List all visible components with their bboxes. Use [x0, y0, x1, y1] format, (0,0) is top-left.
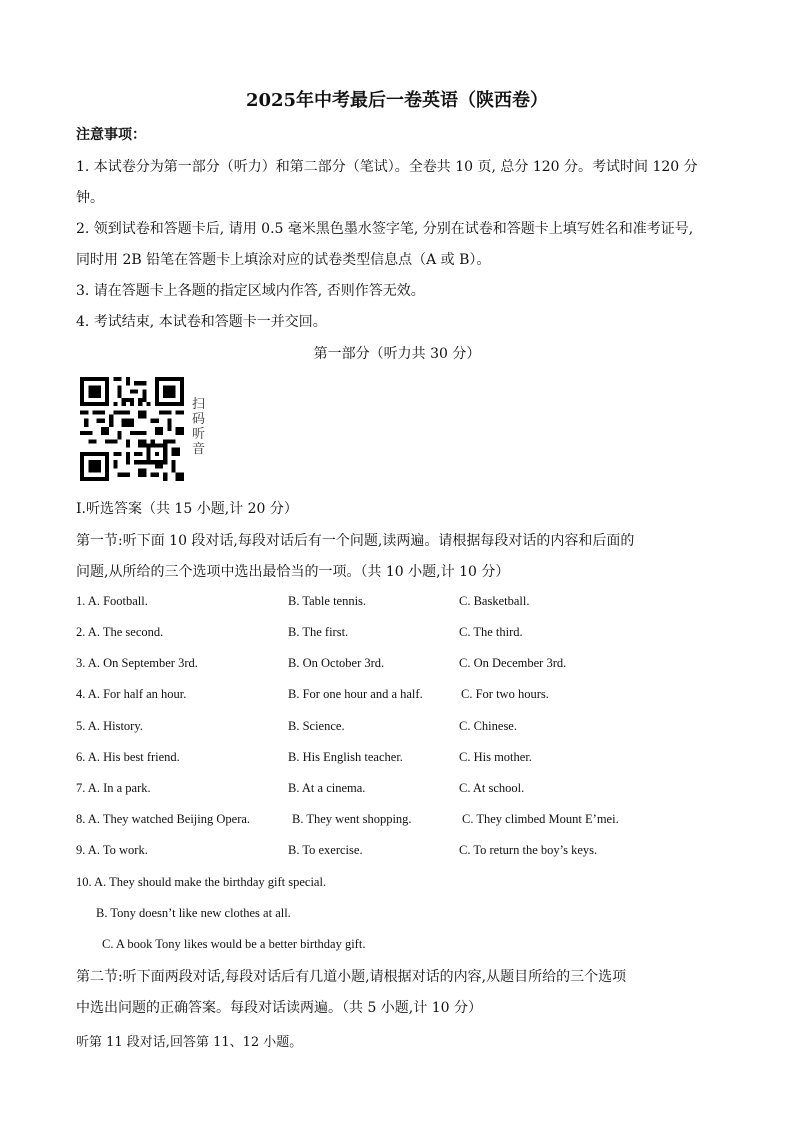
q6-option-c[interactable]: C. His mother. [459, 750, 532, 764]
q1-option-a[interactable]: 1. A. Football. [76, 594, 148, 608]
q6-option-b[interactable]: B. His English teacher. [288, 750, 403, 764]
notice-heading: 注意事项： [76, 127, 146, 143]
q7-option-a[interactable]: 7. A. In a park. [76, 781, 151, 795]
q3-option-b[interactable]: B. On October 3rd. [288, 656, 385, 670]
section1-intro: 问题,从所给的三个选项中选出最恰当的一项。（共 10 小题,计 10 分） [76, 564, 510, 580]
section1-heading: I.听选答案（共 15 小题,计 20 分） [76, 501, 298, 517]
q4-option-b[interactable]: B. For one hour and a half. [288, 687, 423, 701]
q8-option-a[interactable]: 8. A. They watched Beijing Opera. [76, 812, 251, 826]
q1-option-c[interactable]: C. Basketball. [459, 594, 530, 608]
notice-item: 钟。 [76, 190, 104, 206]
q2-option-c[interactable]: C. The third. [459, 625, 523, 639]
q9-option-b[interactable]: B. To exercise. [288, 843, 363, 857]
q2-option-a[interactable]: 2. A. The second. [76, 625, 164, 639]
q5-option-a[interactable]: 5. A. History. [76, 719, 143, 733]
q10-option-c[interactable]: C. A book Tony likes would be a better birthday gift. [102, 937, 366, 951]
section2-intro: 中选出问题的正确答案。每段对话读两遍。（共 5 小题,计 10 分） [76, 1000, 482, 1016]
q7-option-b[interactable]: B. At a cinema. [288, 781, 366, 795]
q4-option-a[interactable]: 4. A. For half an hour. [76, 687, 187, 701]
section2-intro: 第二节:听下面两段对话,每段对话后有几道小题,请根据对话的内容,从题目所给的三个选项 [76, 969, 627, 985]
q10-option-b[interactable]: B. Tony doesn’t like new clothes at all. [96, 906, 291, 920]
q9-option-c[interactable]: C. To return the boy’s keys. [459, 843, 598, 857]
q8-option-c[interactable]: C. They climbed Mount E’mei. [462, 812, 619, 826]
part1-heading: 第一部分（听力共 30 分） [313, 346, 481, 362]
notice-item: 4. 考试结束, 本试卷和答题卡一并交回。 [76, 314, 327, 330]
q5-option-b[interactable]: B. Science. [288, 719, 345, 733]
q4-option-c[interactable]: C. For two hours. [461, 687, 549, 701]
notice-item: 1. 本试卷分为第一部分（听力）和第二部分（笔试）。全卷共 10 页, 总分 120 分。考试时间 120 分 [76, 159, 698, 175]
section2-instruction: 听第 11 段对话,回答第 11、12 小题。 [76, 1035, 303, 1050]
notice-item: 同时用 2B 铅笔在答题卡上填涂对应的试卷类型信息点（A 或 B）。 [76, 252, 491, 268]
notice-item: 2. 领到试卷和答题卡后, 请用 0.5 毫米黑色墨水签字笔, 分别在试卷和答题卡上填写姓名和准考证号, [76, 221, 694, 237]
q7-option-c[interactable]: C. At school. [459, 781, 525, 795]
qr-code-icon[interactable] [80, 377, 184, 481]
q8-option-b[interactable]: B. They went shopping. [292, 812, 412, 826]
q9-option-a[interactable]: 9. A. To work. [76, 843, 148, 857]
q5-option-c[interactable]: C. Chinese. [459, 719, 517, 733]
q2-option-b[interactable]: B. The first. [288, 625, 349, 639]
q6-option-a[interactable]: 6. A. His best friend. [76, 750, 180, 764]
q3-option-c[interactable]: C. On December 3rd. [459, 656, 567, 670]
q10-option-a[interactable]: 10. A. They should make the birthday gift special. [76, 875, 327, 889]
page-title: 2025年中考最后一卷英语（陕西卷） [245, 90, 549, 111]
q1-option-b[interactable]: B. Table tennis. [288, 594, 367, 608]
notice-item: 3. 请在答题卡上各题的指定区域内作答, 否则作答无效。 [76, 283, 425, 299]
q3-option-a[interactable]: 3. A. On September 3rd. [76, 656, 198, 670]
section1-intro: 第一节:听下面 10 段对话,每段对话后有一个问题,读两遍。请根据每段对话的内容和后面的 [76, 533, 635, 549]
qr-caption: 扫 码 听 音 [192, 397, 206, 457]
